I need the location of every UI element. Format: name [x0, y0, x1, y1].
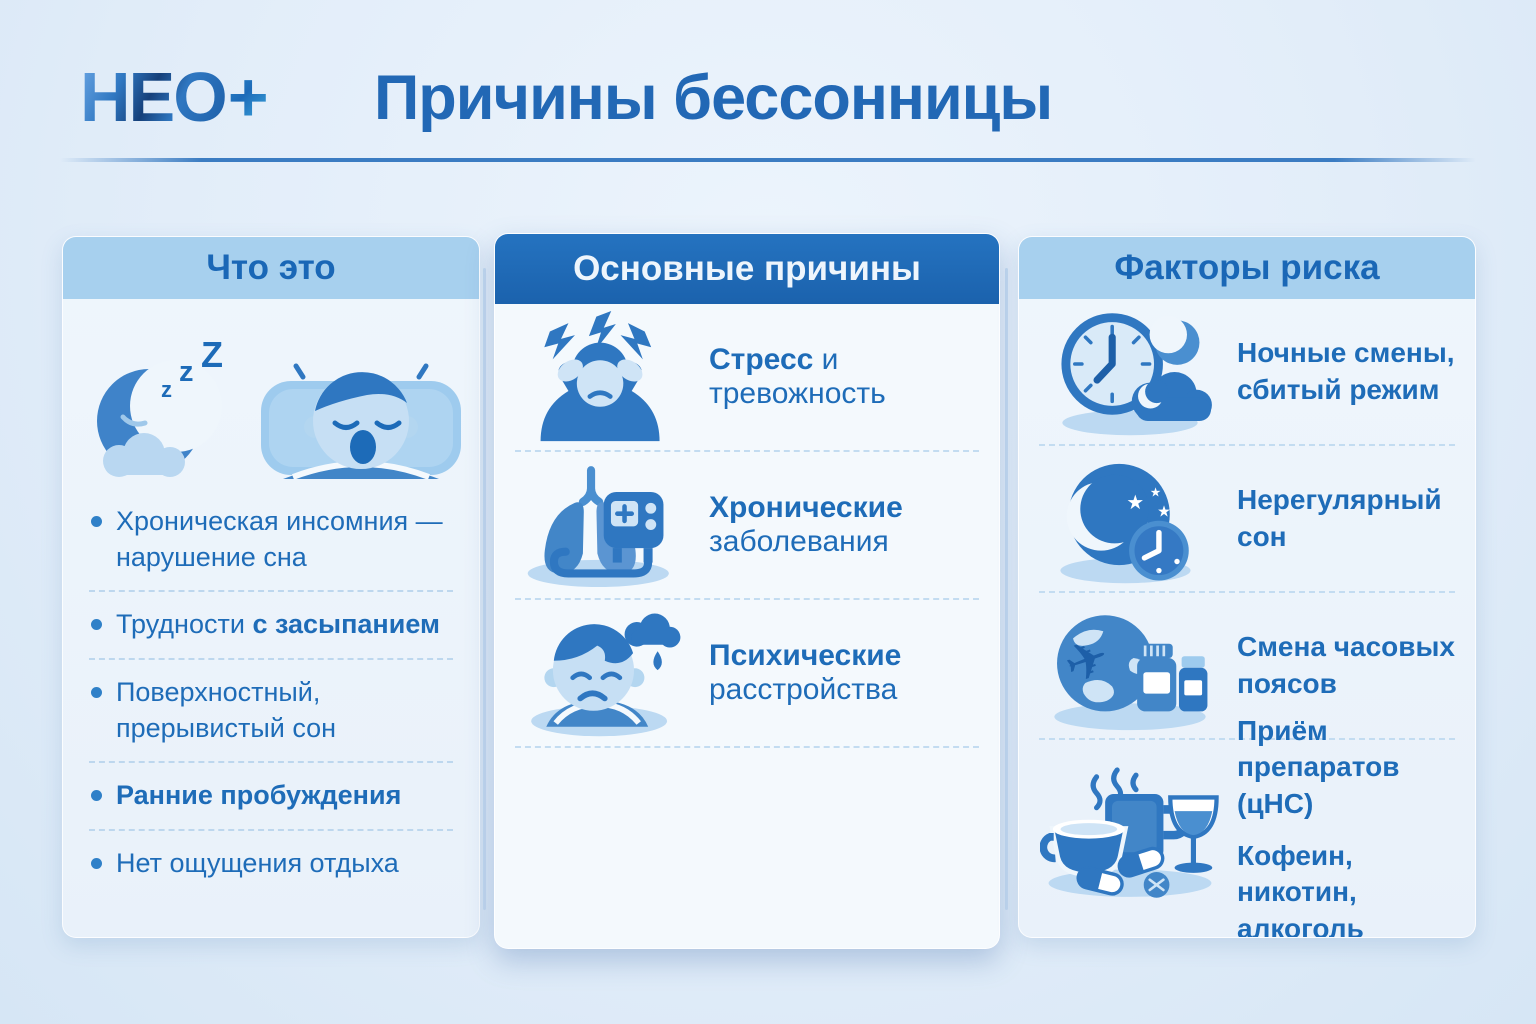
svg-text:z: z [179, 356, 194, 388]
card-what-header: Что это [63, 237, 479, 299]
svg-text:✈: ✈ [1056, 625, 1118, 697]
list-item: Нет ощущения отдыха [89, 831, 453, 897]
risk-label: Приём препаратов (цНС) Кофеин, никотин, алкоголь [1237, 714, 1400, 938]
card-what-it-is [62, 236, 480, 938]
list-item: Ранние пробуждения [89, 763, 453, 831]
risk-row-night-shifts [1039, 299, 1455, 446]
cause-label: Психические расстройства [709, 639, 902, 706]
clock-moon-icon [1045, 307, 1215, 437]
cause-label: Хронические заболевания [709, 491, 903, 558]
moon-zzz-icon [77, 331, 245, 483]
risk-row-substances [1039, 714, 1455, 938]
bullet-dot [91, 858, 102, 869]
logo-text: НЕО [80, 58, 226, 136]
moon-stars-clock-icon [1048, 453, 1212, 585]
logo [80, 58, 267, 136]
risk-label: Нерегулярный сон [1237, 484, 1442, 552]
svg-text:Z: Z [201, 334, 223, 375]
symptom-list [63, 489, 479, 896]
card-risk-factors [1018, 236, 1476, 938]
svg-text:z: z [161, 377, 172, 402]
svg-text:★: ★ [1126, 490, 1145, 514]
column-divider [483, 268, 486, 910]
svg-text:★: ★ [1149, 483, 1162, 499]
card-main-causes [494, 233, 1000, 949]
list-item: Хроническая инсомния — нарушение сна [89, 489, 453, 592]
header-divider [60, 158, 1476, 162]
svg-text:★: ★ [1157, 501, 1171, 520]
lungs-device-icon [515, 458, 687, 592]
sad-rain-icon [516, 606, 686, 740]
cause-row-mental [515, 600, 979, 748]
globe-plane-pills-icon [1041, 601, 1219, 731]
sleeping-person-icon [257, 331, 465, 483]
list-item: Поверхностный, прерывистый сон [89, 660, 453, 763]
bullet-dot [91, 516, 102, 527]
stress-icon [521, 311, 681, 443]
cause-row-stress [515, 304, 979, 452]
list-item: Трудности с засыпанием [89, 592, 453, 660]
page-title: Причины бессонницы [374, 63, 1053, 133]
cause-label: Стресс и тревожность [709, 343, 886, 410]
bullet-dot [91, 687, 102, 698]
bullet-dot [91, 790, 102, 801]
card-risks-header: Факторы риска [1019, 237, 1475, 299]
card-causes-header: Основные причины [495, 234, 999, 304]
logo-plus-icon: + [227, 58, 267, 136]
risk-row-irregular-sleep [1039, 446, 1455, 593]
risk-label: Ночные смены, сбитый режим [1237, 337, 1455, 405]
cause-row-chronic [515, 452, 979, 600]
risk-label: Смена часовых поясов [1237, 631, 1455, 699]
drinks-pills-icon [1040, 752, 1220, 908]
column-divider [1005, 268, 1008, 910]
sleep-icons-row [63, 299, 479, 483]
bullet-dot [91, 619, 102, 630]
